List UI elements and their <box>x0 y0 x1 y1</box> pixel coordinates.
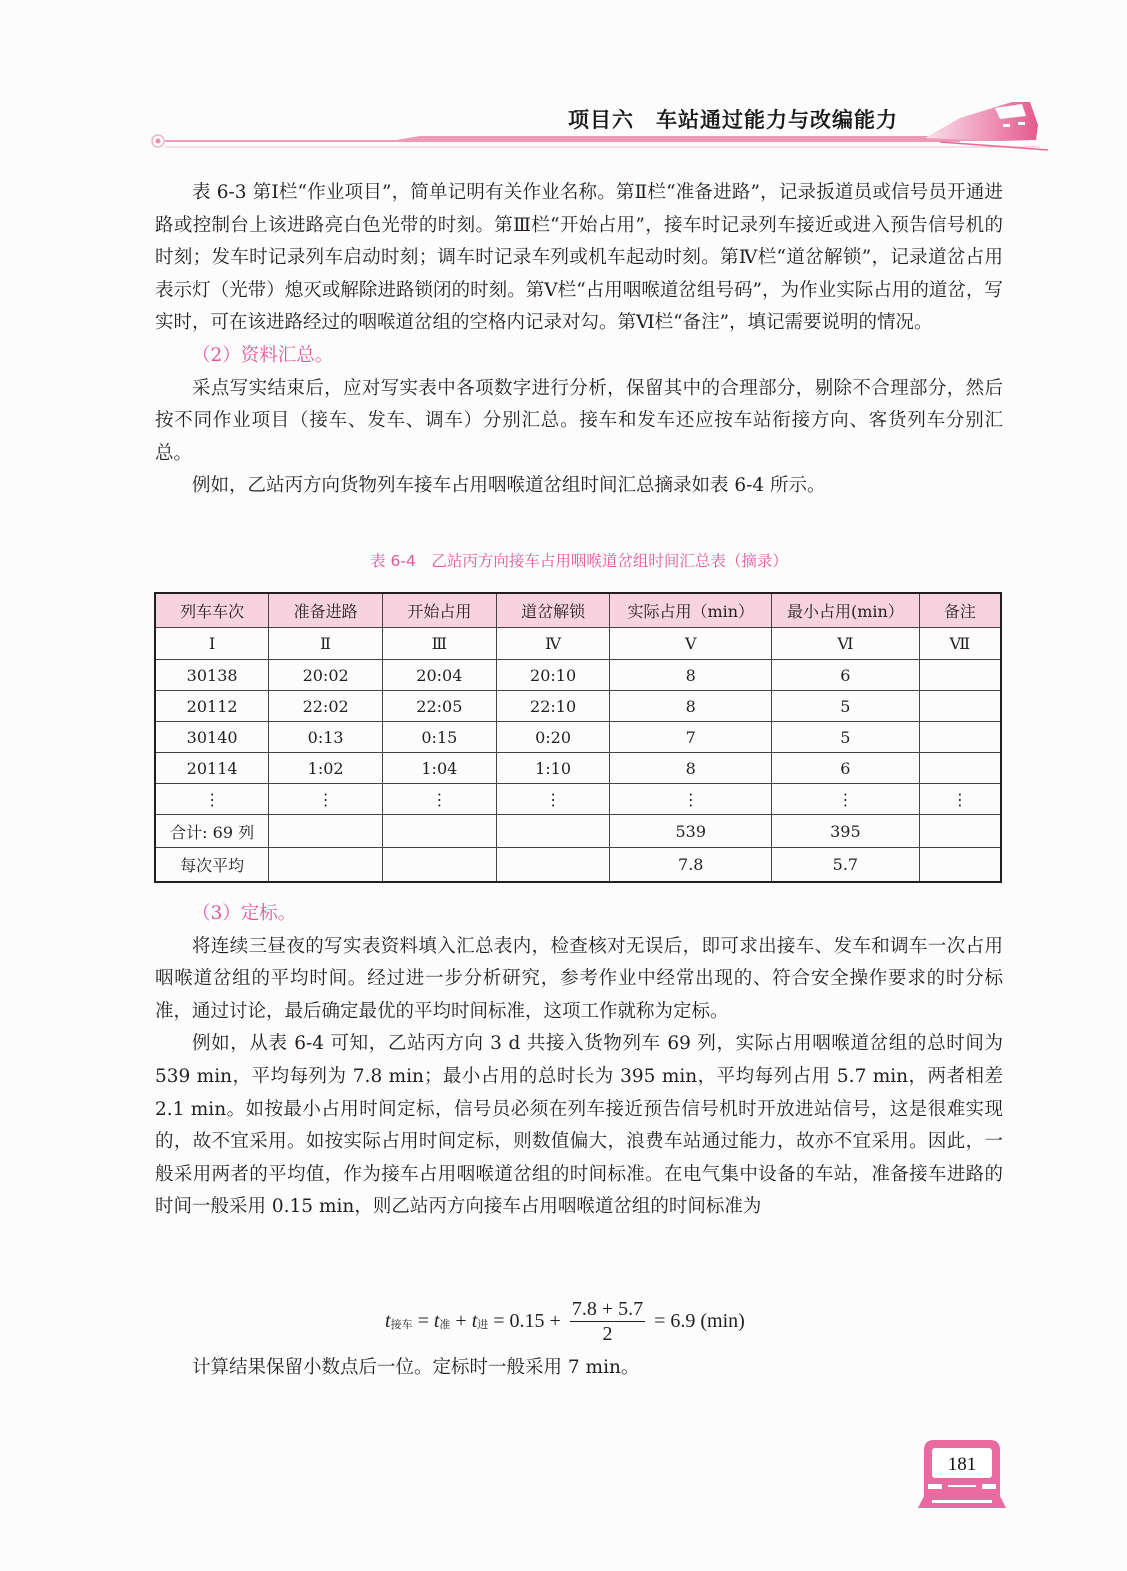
table-cell: 1:10 <box>496 753 610 784</box>
paragraph-column-description: 表 6-3 第Ⅰ栏“作业项目”，简单记明有关作业名称。第Ⅱ栏“准备进路”，记录扳道员或信号员开通进路或控制台上该进路亮白色光带的时刻。第Ⅲ栏“开始占用”，接车时记录列车接近或进入预告信号机的时刻；发车时记录列车启动时刻；调车时记录车列或机车起动时刻。第Ⅳ栏“道岔解锁”，记录道岔占用表示灯（光带）熄灭或解除进路锁闭的时刻。第Ⅴ栏“占用咽喉道岔组号码”，为作业实际占用的道岔，写实时，可在该进路经过的咽喉道岔组的空格内记录对勾。第Ⅵ栏“备注”，填记需要说明的情况。 <box>155 182 1003 334</box>
total-label: 合计: 69 列 <box>155 815 269 848</box>
table-cell <box>919 660 1001 691</box>
roman-cell: Ⅱ <box>269 628 383 660</box>
table-cell <box>496 848 610 883</box>
roman-cell: Ⅰ <box>155 628 269 660</box>
paragraph-example-intro: 例如，乙站丙方向货物列车接车占用咽喉道岔组时间汇总摘录如表 6-4 所示。 <box>192 475 826 497</box>
chapter-label: 项目六 <box>568 108 634 132</box>
chapter-title: 车站通过能力与改编能力 <box>656 108 898 132</box>
section-heading-standard: （3）定标。 <box>192 903 297 924</box>
table-caption: 表 6-4 乙站丙方向接车占用咽喉道岔组时间汇总表（摘录） <box>370 552 788 570</box>
table-roman-row <box>155 628 1001 660</box>
table-row <box>155 722 1001 753</box>
col-header-switch-unlock: 道岔解锁 <box>496 593 610 628</box>
table-total-row <box>155 815 1001 848</box>
formula-result: = 6.9 (min) <box>649 1309 745 1332</box>
table-cell: 8 <box>610 660 772 691</box>
roman-cell: Ⅳ <box>496 628 610 660</box>
roman-cell: Ⅵ <box>772 628 920 660</box>
formula-t: t <box>385 1309 391 1332</box>
table-cell <box>919 848 1001 883</box>
table-cell: 20112 <box>155 691 269 722</box>
table-cell: 22:10 <box>496 691 610 722</box>
formula-eq: = <box>412 1309 434 1332</box>
formula-t: t <box>433 1309 440 1332</box>
formula-eq-value: = 0.15 + <box>488 1309 566 1332</box>
col-header-train-number: 列车车次 <box>155 593 269 628</box>
table-cell <box>269 815 383 848</box>
section-heading-data-summary: （2）资料汇总。 <box>192 344 334 366</box>
average-min: 5.7 <box>772 848 920 883</box>
total-actual: 539 <box>610 815 772 848</box>
table-cell: 20:10 <box>496 660 610 691</box>
table-row-ellipsis <box>155 784 1001 815</box>
table-cell <box>496 815 610 848</box>
paragraph-standard-definition: 将连续三昼夜的写实表资料填入汇总表内，检查核对无误后，即可求出接车、发车和调车一次占用咽喉道岔组的平均时间。经过进一步分析研究，参考作业中经常出现的、符合安全操作要求的时分标准，通过讨论，最后确定最优的平均时间标准，这项工作就称为定标。 <box>155 935 1003 1022</box>
table-cell: 0:13 <box>269 722 383 753</box>
table-cell: 30140 <box>155 722 269 753</box>
paragraph-conclusion: 计算结果保留小数点后一位。定标时一般采用 7 min。 <box>192 1357 640 1378</box>
table-cell: 22:02 <box>269 691 383 722</box>
table-cell: 5 <box>772 691 920 722</box>
col-header-remarks: 备注 <box>919 593 1001 628</box>
table-cell: 8 <box>610 753 772 784</box>
ellipsis-cell: ⋮ <box>496 784 610 815</box>
table-row <box>155 660 1001 691</box>
table-header-row <box>155 593 1001 628</box>
ellipsis-cell: ⋮ <box>610 784 772 815</box>
table-cell: 20:04 <box>382 660 496 691</box>
table-cell: 1:02 <box>269 753 383 784</box>
ellipsis-cell: ⋮ <box>155 784 269 815</box>
table-cell <box>919 722 1001 753</box>
table-cell: 6 <box>772 753 920 784</box>
table-cell: 22:05 <box>382 691 496 722</box>
table-cell: 6 <box>772 660 920 691</box>
table-cell <box>919 815 1001 848</box>
page-header <box>0 0 1127 170</box>
table-row <box>155 753 1001 784</box>
ellipsis-cell: ⋮ <box>269 784 383 815</box>
table-cell <box>382 815 496 848</box>
total-min: 395 <box>772 815 920 848</box>
table-cell: 30138 <box>155 660 269 691</box>
table-cell <box>269 848 383 883</box>
table-average-row <box>155 848 1001 883</box>
table-cell: 20:02 <box>269 660 383 691</box>
ellipsis-cell: ⋮ <box>772 784 920 815</box>
col-header-actual-occupy: 实际占用（min） <box>610 593 772 628</box>
average-label: 每次平均 <box>155 848 269 883</box>
col-header-start-occupy: 开始占用 <box>382 593 496 628</box>
header-title <box>568 104 898 134</box>
table-cell: 1:04 <box>382 753 496 784</box>
paragraph-standard-example: 例如，从表 6-4 可知，乙站丙方向 3 d 共接入货物列车 69 列，实际占用咽喉道岔组的总时间为 539 min，平均每列为 7.8 min；最小占用的总时长为 395 min，平均每列占用 5.7 min，两者相差 2.1 min。如按最小占用时间定标，信号员必须在列车接近预告信号机时开放进站信号，这是很难实现的，故不宜采用。如按实际占用时间定标，则数值偏大，浪费车站通过能力，故亦不宜采用。因此，一般采用两者的平均值，作为接车占用咽喉道岔组的时间标准。在电气集中设备的车站，准备接车进路的时间一般采用 0.15 min，则乙站丙方向接车占用咽喉道岔组的时间标准为 <box>155 1033 1003 1218</box>
ellipsis-cell: ⋮ <box>919 784 1001 815</box>
paragraph-summary-method: 采点写实结束后，应对写实表中各项数字进行分析，保留其中的合理部分，剔除不合理部分，然后按不同作业项目（接车、发车、调车）分别汇总。接车和发车还应按车站衔接方向、客货列车分别汇总。 <box>155 377 1003 464</box>
formula <box>385 1293 745 1349</box>
table-cell <box>382 848 496 883</box>
table-cell: 0:15 <box>382 722 496 753</box>
table-row <box>155 691 1001 722</box>
table-cell: 20114 <box>155 753 269 784</box>
body-text-end <box>155 1352 1003 1385</box>
formula-denominator: 2 <box>602 1322 613 1345</box>
table-cell: 8 <box>610 691 772 722</box>
ellipsis-cell: ⋮ <box>382 784 496 815</box>
table-cell: 0:20 <box>496 722 610 753</box>
formula-plus: + <box>450 1309 472 1332</box>
table-cell: 5 <box>772 722 920 753</box>
page-number: 181 <box>947 1454 977 1475</box>
roman-cell: Ⅴ <box>610 628 772 660</box>
formula-numerator: 7.8 + 5.7 <box>571 1297 644 1320</box>
table-cell <box>919 691 1001 722</box>
col-header-prepare-route: 准备进路 <box>269 593 383 628</box>
table-cell: 7 <box>610 722 772 753</box>
table-cell <box>919 753 1001 784</box>
formula-sub-zhun: 准 <box>439 1318 451 1331</box>
header-decoration <box>0 0 1127 170</box>
roman-cell: Ⅲ <box>382 628 496 660</box>
average-actual: 7.8 <box>610 848 772 883</box>
formula-sub-jin: 进 <box>477 1318 489 1331</box>
formula-sub-jieche: 接车 <box>390 1318 413 1331</box>
roman-cell: Ⅶ <box>919 628 1001 660</box>
col-header-min-occupy: 最小占用(min） <box>772 593 920 628</box>
body-text-top <box>155 177 1003 503</box>
body-text-bottom <box>155 898 1003 1224</box>
summary-table <box>154 592 1002 883</box>
formula-fraction <box>570 1297 645 1346</box>
formula-t: t <box>471 1309 478 1332</box>
